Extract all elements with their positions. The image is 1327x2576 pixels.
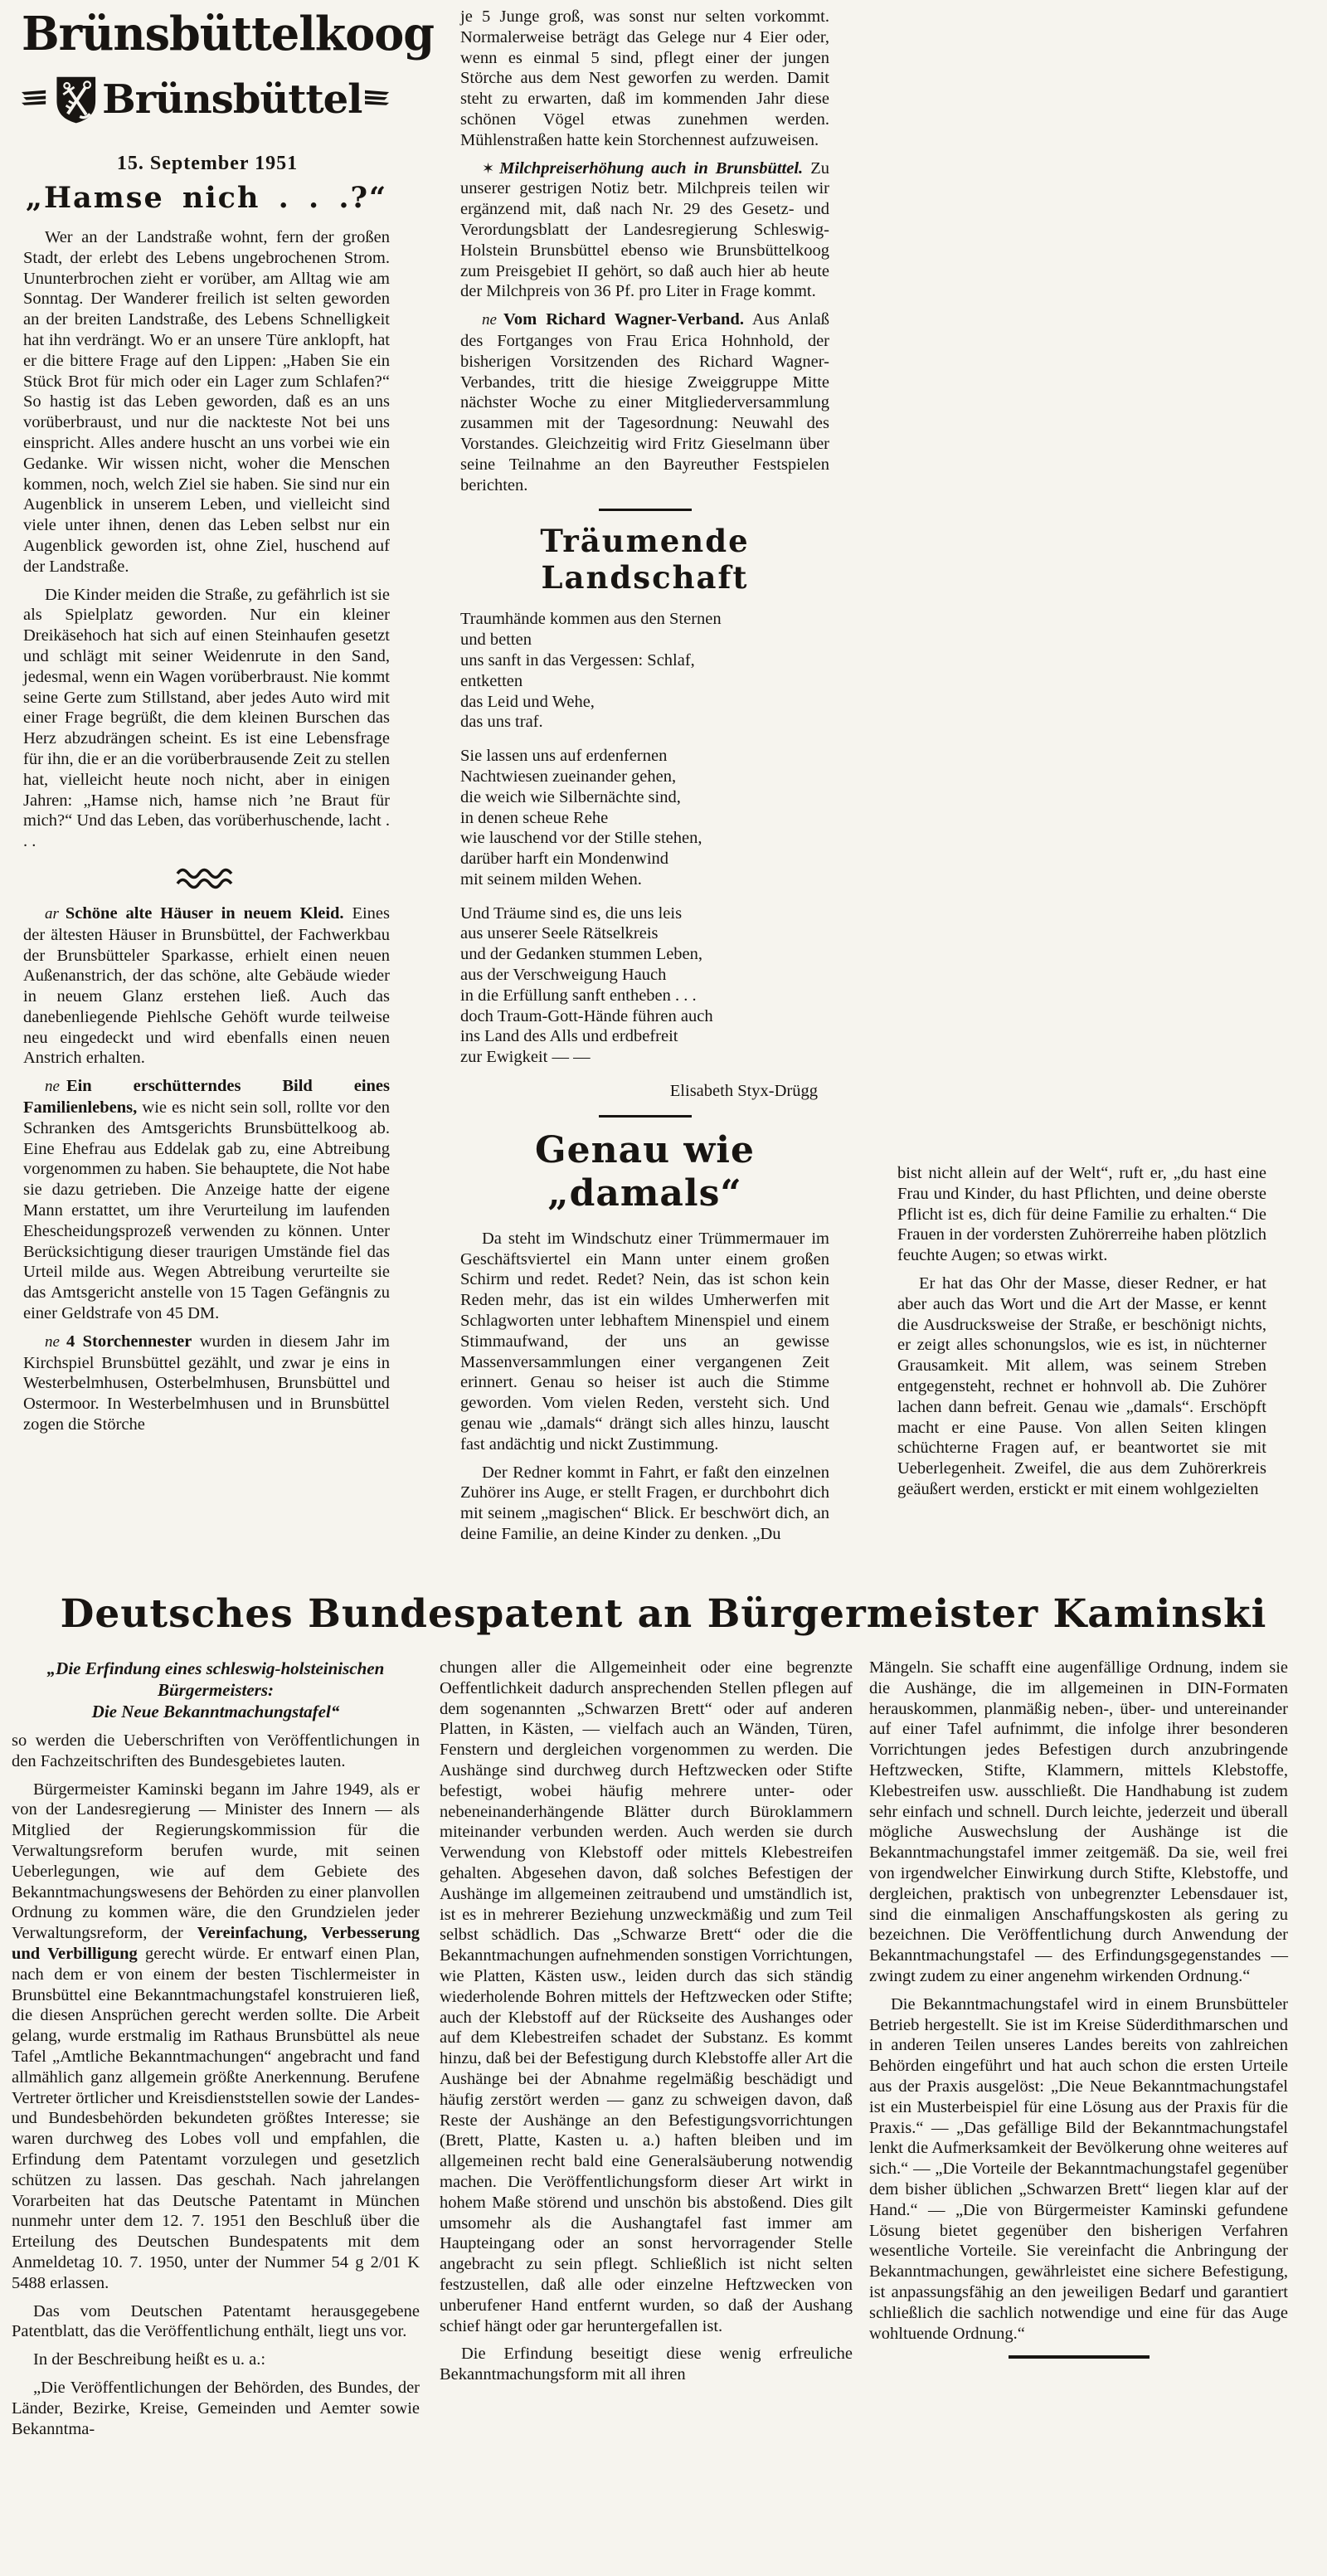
poem-stanza: Und Träume sind es, die uns leis aus unserer Seele Rätselkreis und der Gedanken stummen Leben, aus der Verschweigung Hauch in die Erfüllung sanft entheben . . . doch Traum-Gott-Hände führen auch ins Land des Alls und erdbefreit zur Ewigkeit — —	[460, 903, 713, 1067]
flourish-right-icon	[365, 81, 393, 118]
patent-column-3	[869, 1658, 1288, 2359]
article-patent-paragraph: so werden die Ueberschriften von Veröffentlichungen in den Fachzeitschriften des Bundesgebietes lauten.	[12, 1731, 420, 1770]
news-item-wagner-verband	[460, 309, 829, 495]
article-patent-paragraph-text: gerecht würde. Er entwarf einen Plan, nach dem er von einem der besten Tischlermeister in Brunsbüttel eine Bekanntmachungstafel konstruieren ließ, die diesen Ansprüchen gerecht werden sollte. Die Arbeit gelang, wurde erstmalig im Rathaus Brunsbüttel als neue Tafel „Amtliche Bekanntmachungen“ angebracht und fand allmählich ganz allgemein größte Anerkennung. Berufene Vertreter örtlicher und Kreisdienststellen sowie der Landes- und Bundesbehörden bekundeten größtes Interesse; sie waren durchweg des Lobes voll und empfahlen, die Erfindung dem Patentamt vorzulegen und gesetzlich schützen zu lassen. Das geschah. Nach jahrelangen Vorarbeiten hat das Deutsche Patentamt in München nunmehr unter dem 12. 7. 1951 den Beschluß über die Erteilung des Deutschen Bundespatents mit dem Anmeldetag 10. 7. 1950, unter der Nummer 54 g 2/01 K 5488 erlassen.	[12, 1944, 420, 2292]
article-hamse-paragraph: Wer an der Landstraße wohnt, fern der großen Stadt, der erlebt des Lebens ungebrochenen Strom. Ununterbrochen zieht er vorüber, am Alltag wie am Sonntag. Der Wanderer freilich ist selten geworden an der breiten Landstraße, des Lebens Schnelligkeit hat ihn verdrängt. Wo er an unsere Türe anklopft, hat er die bittere Frage auf den Lippen: „Haben Sie ein Stück Brot für mich oder ein Lager zum Schlafen?“ So hastig ist das Leben geworden, daß es an uns vorüberbraust, und nur die nackteste Not bei uns einspricht. Alles andere huscht an uns vorbei wie ein Gedanke. Wir wissen nicht, woher die Menschen kommen, noch, welch Ziel sie haben. Sie sind nur ein Augenblick in unserem Leben, und vielleicht sind viele unter ihnen, denen das Leben selbst nur ein Augenblick geworden ist, ohne Ziel, huschend auf der Landstraße.	[23, 228, 390, 576]
star-marker-icon: ✶	[482, 159, 495, 177]
news-item-storchennester-text: wurden in diesem Jahr im Kirchspiel Brunsbüttel gezählt, und zwar je eins in Westerbelmhusen, Osterbelmhusen, Brunsbüttel und Ostermoor. In Westerbelmhusen und in Brunsbüttel zogen die Störche	[23, 1332, 390, 1434]
flourish-left-icon	[22, 81, 50, 118]
news-item-haeuser-lead: Schöne alte Häuser in neuem Kleid.	[65, 903, 344, 923]
article-end-rule	[1009, 2355, 1150, 2359]
article-damals-paragraph: Da steht im Windschutz einer Trümmermauer im Geschäftsviertel ein Mann unter einem großen Schirm und redet. Redet? Nein, das ist schon kein Reden mehr, das ist ein wildes Umherwerfen mit Schlagworten unter lebhaftem Minenspiel und einem Stimmaufwand, der uns an gewisse Massenversammlungen einer vergangenen Zeit erinnert. Genau so heiser ist auch die Stimme geworden. Vom vielen Reden, versteht sich. Und genau wie „damals“ drängt sich alles hinzu, lauscht fast andächtig und nickt Zustimmung.	[460, 1229, 829, 1454]
poem-author: Elisabeth Styx-Drügg	[669, 1082, 818, 1101]
article-patent-paragraph-bold: Vereinfachung, Verbesserung und Verbilligung	[12, 1924, 420, 1963]
news-item-storchennester-mark: ne	[45, 1332, 60, 1351]
news-item-storchennester-continuation: je 5 Junge groß, was sonst nur selten vorkommt. Normalerweise beträgt das Gelege nur 4 Eier oder, wenn es einmal 5 sind, pflegt einer der jungen Störche aus dem Nest geworfen zu werden. Damit steht zu erwarten, daß im kommenden Jahr diese schönen Vögel etwas zunehmen werden. Mühlenstraßen hatte kein Storchennest aufzuweisen.	[460, 7, 829, 149]
section-divider-rule	[599, 509, 692, 511]
article-patent-paragraph: In der Beschreibung heißt es u. a.:	[33, 2350, 266, 2369]
news-item-milchpreis-text: Zu unserer gestrigen Notiz betr. Milchpreis teilen wir ergänzend mit, daß nach Nr. 29 des Gesetz- und Verordungsblatt der Landesregierung Schleswig-Holstein Brunsbüttel ebenso wie Brunsbüttelkoog zum Preisgebiet II gehört, so daß auch hier ab heute der Milchpreis von 36 Pf. pro Liter in Frage kommt.	[460, 158, 829, 301]
news-item-haeuser-mark: ar	[45, 904, 59, 923]
masthead-title-line2: Brünsbüttel	[102, 76, 362, 123]
article-patent-paragraph: chungen aller die Allgemeinheit oder eine begrenzte Oeffentlichkeit dadurch ansprechenden Stellen pflegen auf dem sogenannten „Schwarzen Brett“ oder auf anderen Platten, in Kästen, — vielfach auch an Wänden, Türen, Fenstern und dergleichen vorgenommen zu werden. Die Aushänge sind durchweg durch Heftzwecken oder Stifte befestigt, wobei häufig mehrere unter- oder nebeneinanderhängende Blätter durch Büroklammern miteinander verbunden werden. Auch werden sie durch Verwendung von Klebstoff oder mittels Klebestreifen gehalten. Abgesehen davon, daß solches Befestigen der Aushänge im allgemeinen zeitraubend und umständlich ist, ist es in mehrerer Beziehung unzweckmäßig und zum Teil selbst schädlich. Das „Schwarze Brett“ oder die die Bekanntmachungen aufnehmenden sonstigen Vorrichtungen, wie Platten, Kästen usw., leiden durch das sich ständig wiederholende Bohren mittels der Heftzwecken oder Stifte; auch der Klebstoff auf der Rückseite des Aushanges oder auf dem Klebestreifen schadet der Substanz. Es kommt hinzu, daß bei der Befestigung durch Klebstoffe aller Art die Aushänge bei der Abnahme regelmäßig beschädigt und häufig zerstört werden — ganz zu schweigen davon, daß Reste der Aushänge an den Befestigungsvorrichtungen (Brett, Platte, Kasten u. a.) haften bleiben und im allgemeinen recht bald eine Generalsäuberung notwendig machen. Die Veröffentlichungsform dieser Art wirkt in hohem Maße störend und unschön bis abstoßend. Dies gilt umsomehr als die Aushangtafel fast immer am Haupteingang oder an sonst hervorragender Stelle angebracht zu sein pflegt. Schließlich ist nicht selten festzustellen, daß alle oder einzelne Heftzwecken von unberufener Hand entfernt wurden, so daß der Aushang schief hängt oder gar heruntergefallen ist.	[440, 1658, 853, 2335]
article-patent-paragraph: „Die Veröffentlichungen der Behörden, des Bundes, der Länder, Bezirke, Kreise, Gemeinden und Aemter sowie Bekanntma-	[12, 2378, 420, 2438]
news-item-wagner-verband-text: Aus Anlaß des Fortganges von Frau Erica Hohnhold, der bisherigen Vorsitzenden des Richard Wagner-Verbandes, tritt die hiesige Zweiggruppe Mitte nächster Woche zu einer Mitgliederversammlung zusammen mit der Tagesordnung: Neuwahl des Vorstandes. Gleichzeitig wird Fritz Gieselmann über seine Teilnahme an den Bayreuther Festspielen berichten.	[460, 310, 829, 494]
poem-stanza: Sie lassen uns auf erdenfernen Nachtwiesen zueinander gehen, die weich wie Silbernächte sind, in denen scheue Rehe wie lauschend vor der Stille stehen, darüber harft ein Mondenwind mit seinem milden Wehen.	[460, 747, 702, 889]
masthead	[22, 5, 434, 175]
news-item-storchennester-lead: 4 Storchennester	[66, 1332, 192, 1351]
news-item-familienleben	[23, 1076, 390, 1324]
news-item-familienleben-text: wie es nicht sein soll, rollte vor den Schranken des Amtsgerichts Brunsbüttelkoog ab. Eine Ehefrau aus Eddelak gab zu, eine Abtreibung vorgenommen zu haben. Sie behauptete, die Not habe sie dazu getrieben. Die Anzeige hatte der eigene Mann erstattet, um ihre Verurteilung im laufenden Ehescheidungsprozeß verwenden zu können. Unter Berücksichtigung dieser traurigen Umstände fiel das Urteil milde aus. Wegen Abtreibung verurteilte sie das Amtsgericht anstelle von 15 Tagen Gefängnis zu einer Geldstrafe von 45 DM.	[23, 1098, 391, 1323]
article-hamse-paragraph: Die Kinder meiden die Straße, zu gefährlich ist sie als Spielplatz geworden. Nur ein kleiner Dreikäsehoch hat sich auf einen Steinhaufen gesetzt und schlägt mit seiner Weidenrute in den Sand, jedesmal, wenn ein Wagen vorüberbraust. Nie kommt seine Gerte zum Stillstand, aber jedes Auto wird mit einer Frage begrüßt, die dem kleinen Burschen das Herz abzudrängen scheint. Es ist eine Lebensfrage für ihn, die er an die vorüberbrausende Zeit zu stellen hat, vielleicht heute noch nicht, aber in einigen Jahren: „Hamse nich, hamse nich ’ne Braut für mich?“ Und das Leben, das vorüberhuschende, lacht . . .	[23, 585, 390, 851]
news-item-haeuser	[23, 903, 390, 1069]
news-item-familienleben-lead: Ein erschütterndes Bild eines Familienlebens,	[23, 1077, 390, 1118]
patent-column-2	[440, 1658, 853, 2393]
news-item-wagner-verband-mark: ne	[482, 311, 497, 329]
column-right	[897, 1163, 1266, 1507]
masthead-row	[22, 60, 393, 139]
article-patent-paragraph: Die Bekanntmachungstafel wird in einem Brunsbütteler Betrieb hergestellt. Sie ist im Kreise Süderdithmarschen und in anderen Teilen unseres Landes bereits von zahlreichen Behörden eingeführt und hat auch schon die ersten Urteile aus der Praxis ausgelöst: „Die Neue Bekanntmachungstafel ist ein Musterbeispiel für eine Lösung aus der Praxis für die Praxis.“ — „Das gefällige Bild der Bekanntmachungstafel lenkt die Aufmerksamkeit der Bevölkerung ohne weiteres auf sich.“ — „Die Vorteile der Bekanntmachungstafel gegenüber dem bisher üblichen „Schwarzen Brett“ liegen klar auf der Hand.“ — „Die von Bürgermeister Kaminski gefundene Lösung bietet gegenüber den bisherigen Verfahren wesentliche Vorteile. Sie vereinfacht die Anbringung der Bekanntmachungen, gewährleistet eine sichere Befestigung, ist anpassungsfähig an den jeweiligen Bedarf und garantiert schließlich die sachlich notwendige und eine für das Auge wohltuende Ordnung.“	[869, 1994, 1288, 2343]
news-item-haeuser-text: Eines der ältesten Häuser in Brunsbüttel, der Fachwerkbau der Brunsbütteler Sparkasse, erhielt einen neuen Außenanstrich, der das schöne, alte Gebäude wieder in neuem Glanz erstehen ließ. Auch das danebenliegende Piehlsche Gehöft wurde teilweise neu eingedeckt und wird ebenfalls einen neuen Anstrich erhalten.	[23, 903, 391, 1068]
article-patent-paragraph: Das vom Deutschen Patentamt herausgegebene Patentblatt, das die Veröffentlichung enthält, liegt uns vor.	[12, 2301, 420, 2341]
masthead-title-line1: Brünsbüttelkoog	[22, 5, 434, 61]
issue-date: 15. September 1951	[116, 153, 299, 174]
article-damals-continuation-paragraph: bist nicht allein auf der Welt“, ruft er, „du hast eine Frau und Kinder, du hast Pflichten, und deine oberste Pflicht ist es, dich für deine Familie zu erhalten.“ Die Frauen in der vordersten Zuhörerreihe haben plötzlich feuchte Augen; so etwas wirkt.	[897, 1164, 1266, 1265]
poem-title: Träumende Landschaft	[540, 523, 750, 597]
news-item-familienleben-mark: ne	[45, 1078, 60, 1096]
article-patent-paragraph: Die Erfindung beseitigt diese wenig erfreuliche Bekanntmachungsform mit all ihren	[440, 2345, 853, 2384]
news-item-milchpreis	[460, 158, 829, 303]
article-patent-intro: „Die Erfindung eines schleswig-holsteinischen Bürgermeisters: Die Neue Bekanntmachungstafel“	[46, 1658, 385, 1721]
poem-stanza: Traumhände kommen aus den Sternen und betten uns sanft in das Vergessen: Schlaf, entketten das Leid und Wehe, das uns traf.	[460, 610, 722, 732]
patent-column-1	[12, 1658, 420, 2447]
article-hamse-headline: „Hamse nich . . .?“	[25, 181, 388, 215]
shield-anchor-key-icon	[53, 60, 100, 139]
wavy-divider-ornament	[174, 867, 239, 890]
article-patent-paragraph	[12, 1780, 420, 2294]
article-damals-continuation-paragraph: Er hat das Ohr der Masse, dieser Redner, er hat aber auch das Wort und die Art der Masse, er kennt die Ausdrucksweise der Straße, er beschönigt nichts, er zeigt alles schonungslos, wie es ist, in nüchterner Grausamkeit. Mit allem, was seinem Streben entgegensteht, rechnet er hohnvoll ab. Die Zuhörer lachen dann befreit. Genau wie „damals“. Erschöpft macht er eine Pause. Von allen Seiten klingen schüchterne Fragen auf, er beantwortet sie mit Ueberlegenheit. Zweifel, die aus dem Zuhörerkreis geäußert werden, erstickt er mit einem wohlgezielten	[897, 1273, 1266, 1498]
article-damals-paragraph: Der Redner kommt in Fahrt, er faßt den einzelnen Zuhörer ins Auge, er stellt Fragen, er durchbohrt dich mit seinem „magischen“ Blick. Er beschwört dich, an deine Familie, an deine Kinder zu denken. „Du	[460, 1463, 829, 1544]
news-item-milchpreis-lead: Milchpreiserhöhung auch in Brunsbüttel.	[499, 158, 804, 178]
article-damals-headline: Genau wie „damals“	[535, 1128, 755, 1215]
article-patent-paragraph-text: Bürgermeister Kaminski begann im Jahre 1949, als er von der Landesregierung — Minister des Innern — als Mitglied der Regierungskommission für die Verwaltungsreform berufen wurde, mit seinen Ueberlegungen, wie auf dem Gebiete des Bekanntmachungswesens der Behörden zu einer planvollen Ordnung zu kommen wäre, die den Grundzielen jeder Verwaltungsreform, der	[12, 1780, 420, 1943]
article-patent-headline: Deutsches Bundespatent an Bürgermeister Kaminski	[60, 1591, 1267, 1637]
news-item-storchennester	[23, 1332, 390, 1435]
column-middle	[460, 7, 829, 1552]
article-patent-paragraph: Mängeln. Sie schafft eine augenfällige Ordnung, indem sie die Aushänge, die im allgemeinen in DIN-Formaten herauskommen, planmäßig neben-, über- und untereinander auf einer Tafel aufnimmt, die infolge ihrer besonderen Vorrichtungen jedes Befestigen durch anzubringende Heftzwecken, Stifte, Klammern, mittels Klebstoffe, Klebestreifen usw. ausschließt. Die Handhabung ist zudem sehr einfach und schnell. Durch leichte, jederzeit und überall mögliche Auswechslung der Aushänge ist die Bekanntmachungstafel immer zeitgemäß. Da sie, weil frei von irgendwelcher Einwirkung durch Stifte, Klebstoffe, und dergleichen, praktisch von unbegrenzter Lebensdauer ist, sind die einmaligen Anschaffungskosten als gering zu bezeichnen. Die Veröffentlichung durch Anwendung der Bekanntmachungstafel — des Erfindungsgegenstandes — zwingt zudem zu einer angenehm wirkenden Ordnung.“	[869, 1658, 1288, 1985]
section-divider-rule	[599, 1115, 692, 1118]
news-item-wagner-verband-lead: Vom Richard Wagner-Verband.	[503, 310, 744, 329]
column-left	[23, 181, 390, 1443]
